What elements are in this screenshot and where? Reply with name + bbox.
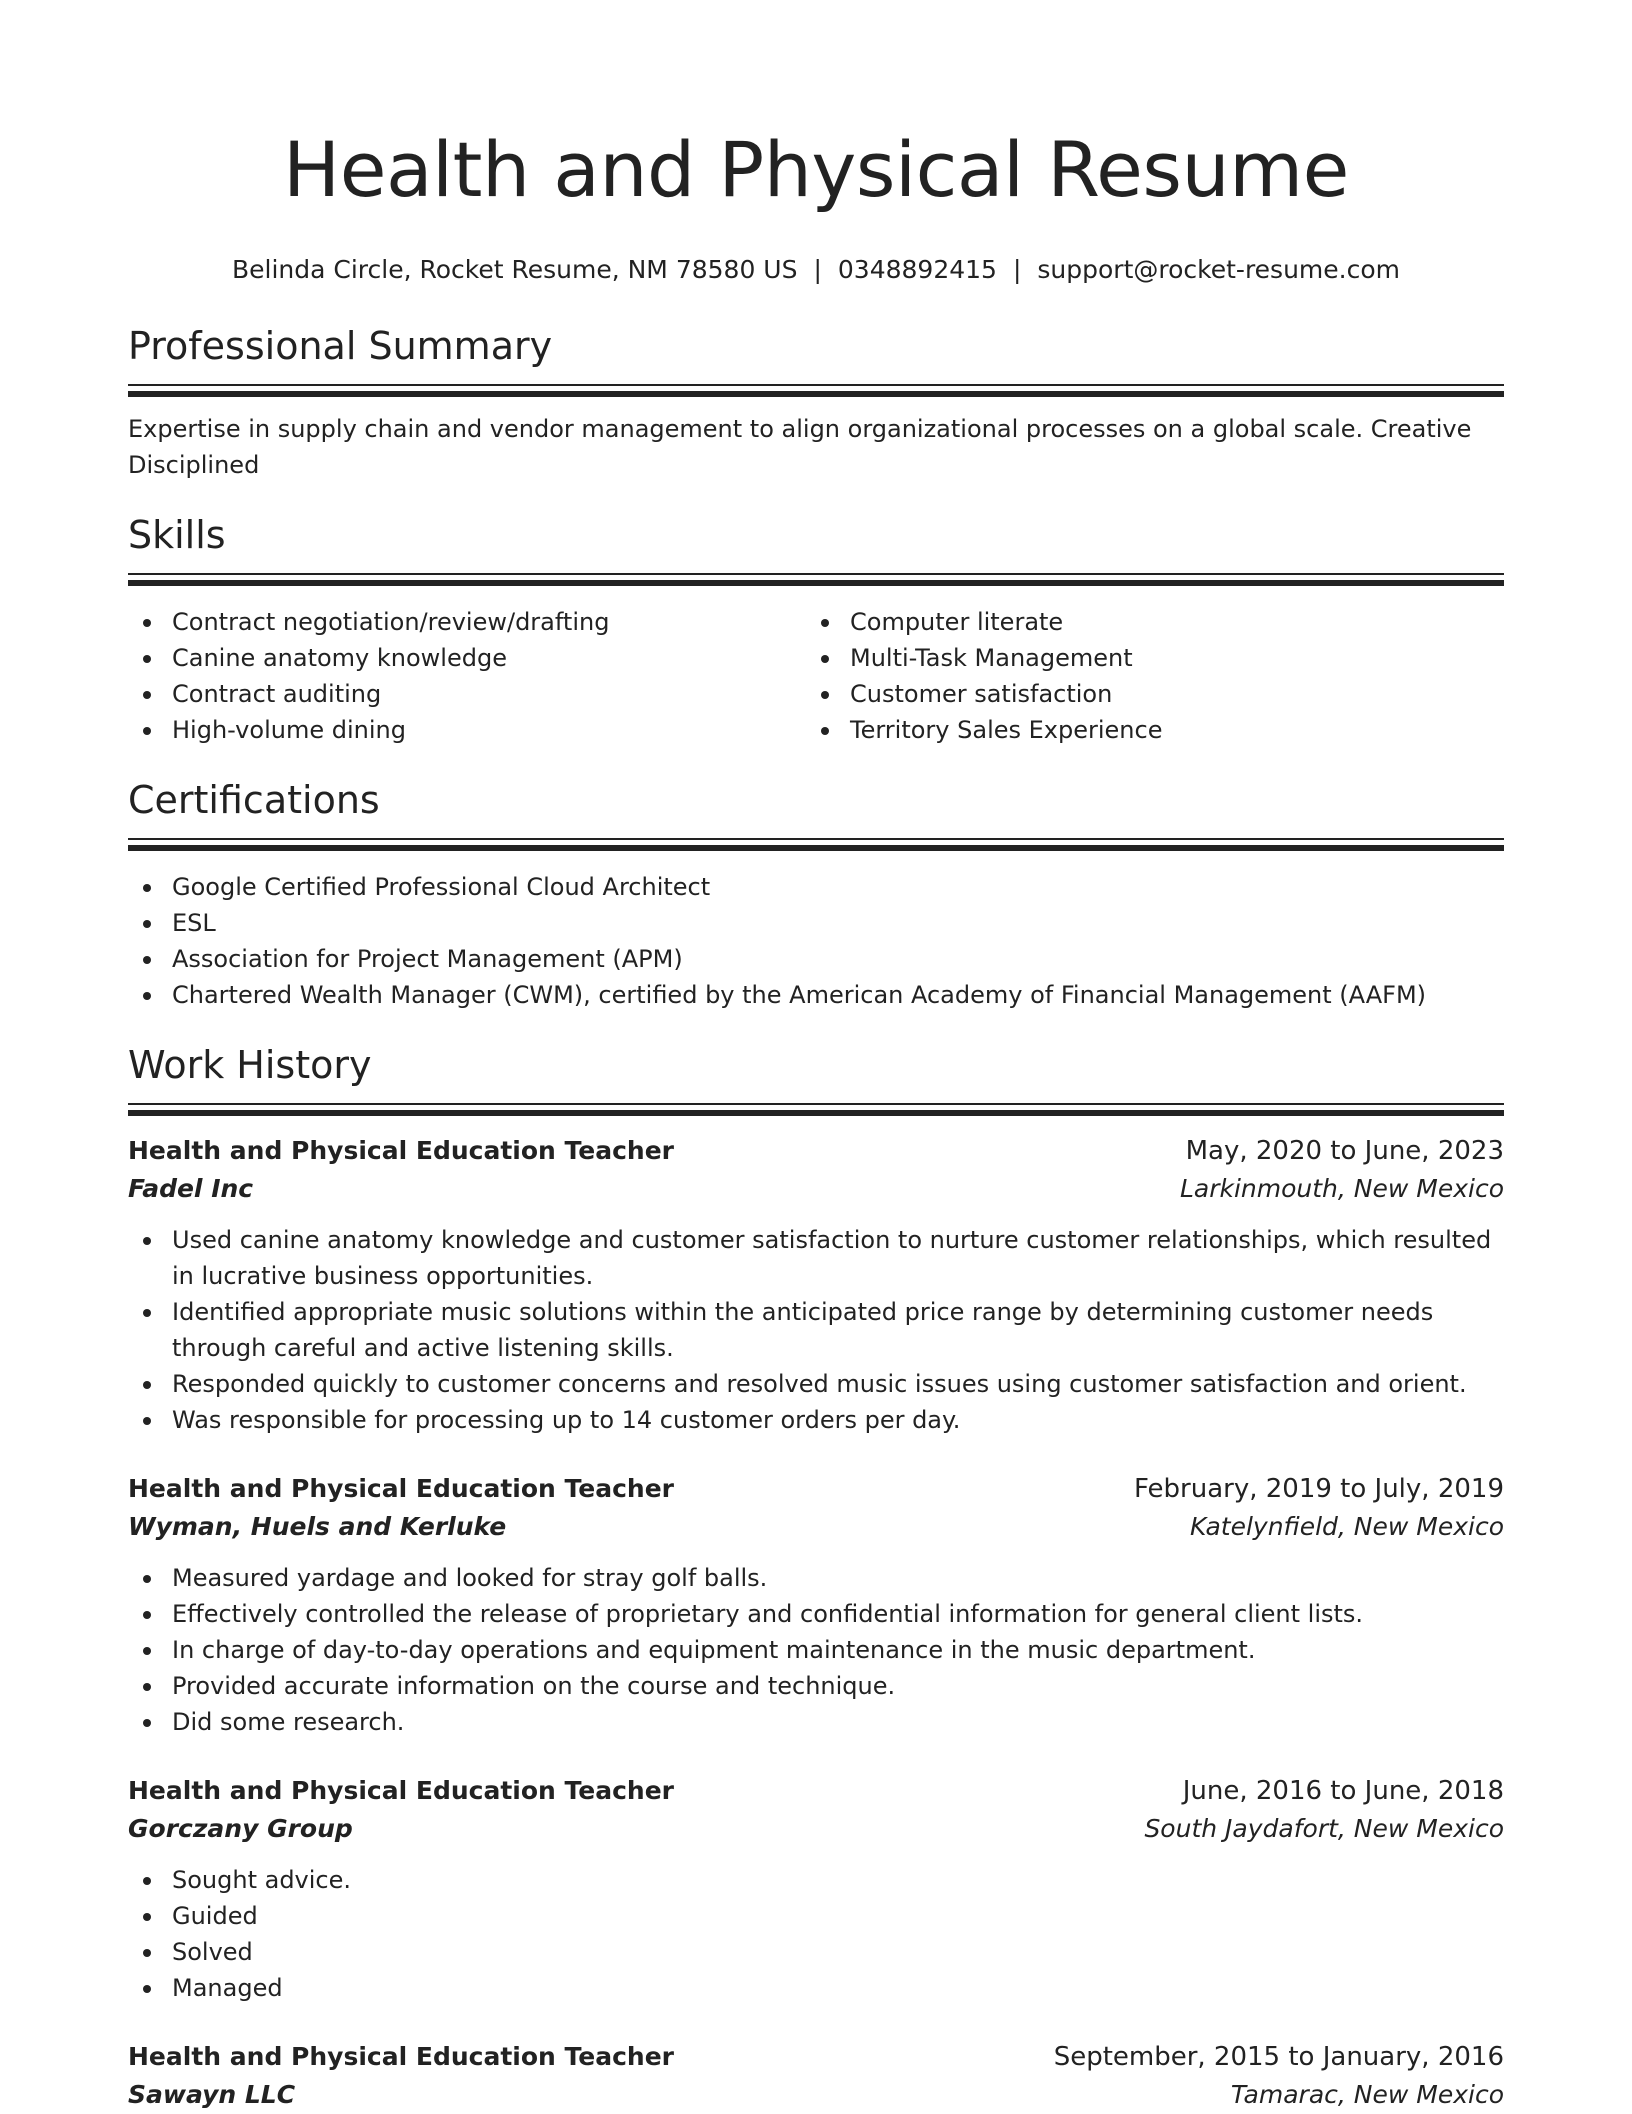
skill-item: Computer literate [806, 604, 1484, 640]
job-entry [128, 2038, 1504, 2114]
skill-item: Contract auditing [128, 676, 806, 712]
contact-separator: | [1012, 255, 1022, 284]
skill-item: Multi-Task Management [806, 640, 1484, 676]
skill-item: High-volume dining [128, 712, 806, 748]
section-heading-certifications: Certifications [128, 778, 380, 822]
certifications-section [128, 776, 1504, 1013]
summary-text: Expertise in supply chain and vendor management to align organizational processes on a global scale. Creative Disciplined [128, 415, 1472, 479]
skill-item: Canine anatomy knowledge [128, 640, 806, 676]
skill-item: Contract negotiation/review/drafting [128, 604, 806, 640]
section-heading-skills: Skills [128, 513, 226, 557]
job-company: Fadel Inc [128, 1174, 254, 1203]
section-divider [128, 838, 1504, 851]
job-dates: May, 2020 to June, 2023 [1185, 1136, 1504, 1166]
job-bullet: Did some research. [128, 1704, 1504, 1740]
skill-item: Territory Sales Experience [806, 712, 1484, 748]
skills-list-left [128, 604, 806, 748]
job-bullet: Sought advice. [128, 1862, 1504, 1898]
job-entry [128, 1772, 1504, 2006]
section-divider [128, 1103, 1504, 1116]
job-bullets [128, 1222, 1504, 1438]
job-bullet: Provided accurate information on the course and technique. [128, 1668, 1504, 1704]
job-bullet: Guided [128, 1898, 1504, 1934]
job-bullet: Solved [128, 1934, 1504, 1970]
certification-item: ESL [128, 905, 1504, 941]
certification-item: Google Certified Professional Cloud Architect [128, 869, 1504, 905]
section-divider [128, 384, 1504, 397]
job-bullet: Effectively controlled the release of proprietary and confidential information for general client lists. [128, 1596, 1504, 1632]
job-title: Health and Physical Education Teacher [128, 1136, 674, 1165]
job-title: Health and Physical Education Teacher [128, 2042, 674, 2071]
contact-address: Belinda Circle, Rocket Resume, NM 78580 US [231, 255, 798, 284]
section-heading-work-history: Work History [128, 1043, 372, 1087]
section-divider [128, 573, 1504, 586]
contact-email: support@rocket-resume.com [1037, 255, 1401, 284]
contact-separator: | [813, 255, 822, 284]
job-title: Health and Physical Education Teacher [128, 1776, 674, 1805]
job-bullet: Responded quickly to customer concerns and resolved music issues using customer satisfaction and orient. [128, 1366, 1504, 1402]
job-company: Wyman, Huels and Kerluke [128, 1512, 507, 1541]
job-bullets [128, 1560, 1504, 1740]
skill-item: Customer satisfaction [806, 676, 1484, 712]
job-location: Katelynfield, New Mexico [1189, 1512, 1504, 1541]
job-company: Sawayn LLC [128, 2080, 296, 2109]
job-bullet: Measured yardage and looked for stray golf balls. [128, 1560, 1504, 1596]
resume-page [128, 0, 1504, 2114]
job-dates: February, 2019 to July, 2019 [1134, 1474, 1504, 1504]
job-location: South Jaydafort, New Mexico [1144, 1814, 1504, 1843]
contact-line [128, 252, 1504, 288]
skills-list-right [806, 604, 1484, 748]
job-company: Gorczany Group [128, 1814, 353, 1843]
resume-title: Health and Physical Resume [283, 125, 1349, 214]
job-dates: September, 2015 to January, 2016 [1053, 2042, 1504, 2072]
contact-phone: 0348892415 [837, 255, 997, 284]
job-bullet: Was responsible for processing up to 14 customer orders per day. [128, 1402, 1504, 1438]
job-location: Larkinmouth, New Mexico [1179, 1174, 1504, 1203]
work-history-section [128, 1041, 1504, 2114]
job-bullet: In charge of day-to-day operations and equipment maintenance in the music department. [128, 1632, 1504, 1668]
job-dates: June, 2016 to June, 2018 [1182, 1776, 1504, 1806]
job-entry [128, 1132, 1504, 1438]
job-entry [128, 1470, 1504, 1740]
job-location: Tamarac, New Mexico [1230, 2080, 1504, 2109]
certification-item: Association for Project Management (APM) [128, 941, 1504, 977]
job-bullet: Used canine anatomy knowledge and customer satisfaction to nurture customer relationships, which resulted in lucrative business opportunities. [128, 1222, 1504, 1294]
job-bullet: Managed [128, 1970, 1504, 2006]
certification-item: Chartered Wealth Manager (CWM), certified by the American Academy of Financial Management (AAFM) [128, 977, 1504, 1013]
summary-section [128, 322, 1504, 483]
job-title: Health and Physical Education Teacher [128, 1474, 674, 1503]
job-bullet: Identified appropriate music solutions within the anticipated price range by determining customer needs through careful and active listening skills. [128, 1294, 1504, 1366]
job-bullets [128, 1862, 1504, 2006]
skills-section [128, 511, 1504, 748]
section-heading-summary: Professional Summary [128, 324, 553, 368]
skills-grid [128, 604, 1504, 748]
certifications-list [128, 869, 1504, 1013]
